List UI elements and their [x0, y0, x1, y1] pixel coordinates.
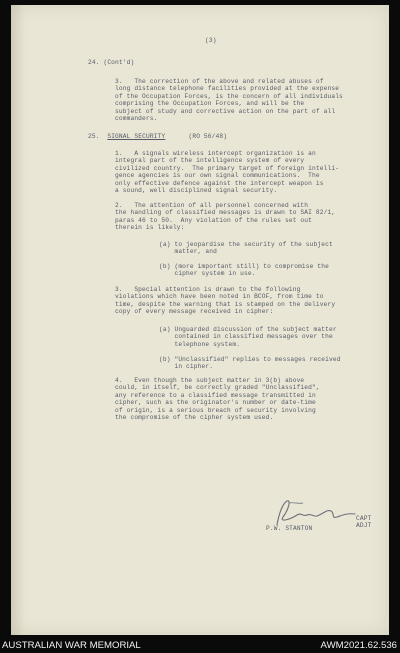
section-25-reference: (RO 56/48) — [188, 133, 228, 140]
archive-footer — [0, 637, 400, 653]
section-25-paragraph-3a: (a) Unguarded discussion of the subject matter contained in classified messages over the telephone system. — [159, 326, 337, 348]
section-25-paragraph-3: 3. Special attention is drawn to the following violations which have been noted in BCOF, from time to time, despite the warning that is stamped on the delivery copy of every message received in cipher: — [115, 286, 336, 316]
signatory-appointment: ADJT — [356, 522, 372, 530]
signatory-rank: CAPT — [356, 515, 372, 522]
section-25-paragraph-4: 4. Even though the subject matter in 3(b) above could, in itself, be correctly graded "Unclassified", any reference to a classified message transmitted in cipher, such as the originator's number or date-time of origin, is a serious breach of security involving the compromise of the cipher system used. — [115, 377, 320, 422]
section-25-paragraph-2: 2. The attention of all personnel concerned with the handling of classified messages is drawn to SAI 82/1, paras 46 to 50. Any violation of the rules set out therein is likely: — [115, 202, 336, 232]
signatory-name: P.W. STANTON — [266, 525, 313, 532]
section-25-title: SIGNAL SECURITY — [107, 133, 166, 140]
section-25-paragraph-1: 1. A signals wireless intercept organization is an integral part of the intelligence system of every civilized country. The primary target of foreign intelli- gence agencies is our own signal communications. The only effective defence against the intercept weapon is a sound, well disciplined signal security. — [115, 150, 340, 195]
section-25-paragraph-3b: (b) "Unclassified" replies to messages received in cipher. — [159, 356, 341, 371]
section-24-paragraph-3: 3. The correction of the above and related abuses of long distance telephone facilities provided at the expense of the Occupation Forces, is the concern of all individuals comprising the Occupation Forces, and will be the subject of study and corrective action on the part of all commanders. — [115, 78, 343, 123]
page-number: (3) — [205, 37, 217, 44]
accession-number: AWM2021.62.536 — [320, 640, 397, 651]
document-page — [11, 5, 389, 635]
section-25-number: 25. — [88, 133, 100, 140]
section-25-heading — [88, 133, 227, 140]
signatory-rank-appointment — [356, 515, 371, 530]
archive-name: AUSTRALIAN WAR MEMORIAL — [2, 640, 141, 651]
section-25-paragraph-2b: (b) (more important still) to compromise the cipher system in use. — [159, 263, 329, 278]
section-24-heading: 24. (Cont'd) — [88, 59, 135, 66]
section-25-paragraph-2a: (a) to jeopardise the security of the subject matter, and — [159, 241, 333, 256]
